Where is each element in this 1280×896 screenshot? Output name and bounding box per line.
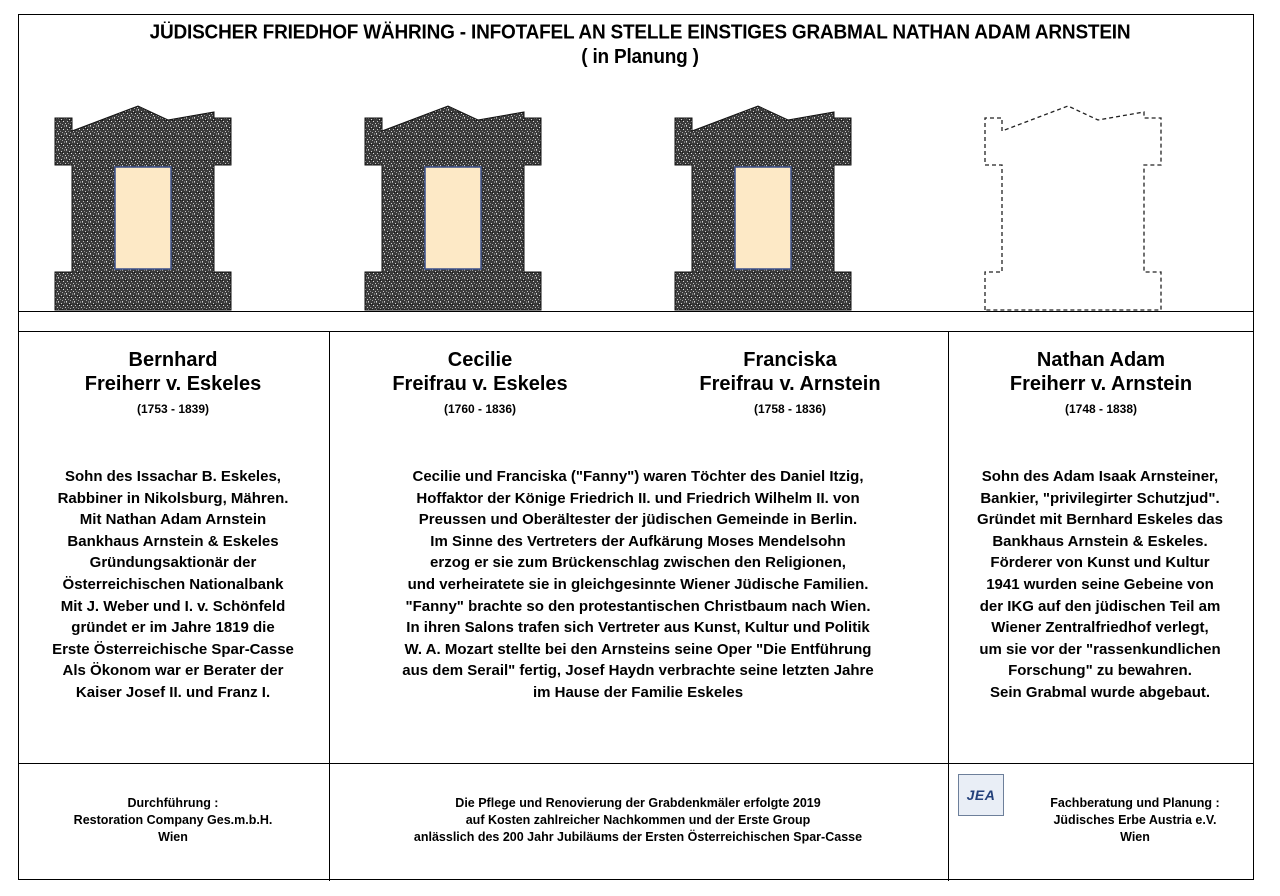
person-name-first: Franciska	[743, 349, 837, 371]
person-name-title: Freiherr v. Arnstein	[1009, 373, 1193, 395]
bio-line: Rabbiner in Nikolsburg, Mähren.	[57, 489, 289, 507]
person-name-first: Cecilie	[447, 349, 513, 371]
tombstone-bernhard	[55, 106, 231, 310]
person-dates: (1753 - 1839)	[136, 402, 210, 416]
tombstone-cecilie	[365, 106, 541, 310]
footer-line: Fachberatung und Planung :	[1050, 796, 1220, 810]
bio-line: gründet er im Jahre 1819 die	[71, 619, 275, 637]
bio-line: "Fanny" brachte so den protestantischen Christbaum nach Wien.	[405, 597, 871, 615]
bio-line: Bankhaus Arnstein & Eskeles.	[992, 532, 1208, 550]
footer-line: Jüdisches Erbe Austria e.V.	[1053, 813, 1217, 827]
bio-line: Wiener Zentralfriedhof verlegt,	[991, 619, 1209, 637]
bio-line: Österreichischen Nationalbank	[62, 575, 284, 593]
footer-line: Die Pflege und Renovierung der Grabdenkmäler erfolgte 2019	[455, 796, 821, 810]
footer-execution	[20, 795, 326, 846]
bio-line: Forschung" zu bewahren.	[1008, 662, 1192, 680]
tombstones-illustration	[18, 14, 1254, 314]
bio-line: im Hause der Familie Eskeles	[532, 683, 744, 701]
bio-line: der IKG auf den jüdischen Teil am	[979, 597, 1221, 615]
footer-line: Restoration Company Ges.m.b.H.	[73, 813, 273, 827]
footer-renovation-note	[330, 795, 946, 846]
tombstone-franciska	[675, 106, 851, 310]
title-line-1: JÜDISCHER FRIEDHOF WÄHRING - INFOTAFEL AN STELLE EINSTIGES GRABMAL NATHAN ADAM ARNSTEIN	[149, 21, 1131, 44]
bio-nathan	[949, 466, 1251, 704]
bio-line: Förderer von Kunst und Kultur	[990, 554, 1210, 572]
bio-line: um sie vor der "rassenkundlichen	[979, 640, 1221, 658]
person-name-first: Bernhard	[128, 349, 218, 371]
bio-line: 1941 wurden seine Gebeine von	[986, 575, 1214, 593]
bio-line: Erste Österreichische Spar-Casse	[52, 640, 294, 658]
plaque-bernhard	[115, 167, 171, 269]
bio-line: Mit Nathan Adam Arnstein	[79, 511, 267, 529]
bio-line: Gründet mit Bernhard Eskeles das	[977, 511, 1223, 529]
person-name-title: Freiherr v. Eskeles	[84, 373, 262, 395]
plaque-franciska	[735, 167, 791, 269]
person-cecilie	[330, 348, 630, 416]
bio-line: Sohn des Issachar B. Eskeles,	[65, 468, 281, 485]
footer-line: Wien	[1120, 830, 1150, 844]
person-nathan	[948, 348, 1254, 416]
footer-line: Wien	[158, 830, 188, 844]
bio-line: Bankier, "privilegirter Schutzjud".	[980, 489, 1220, 507]
bio-cecilie-franciska	[330, 466, 946, 704]
bio-line: Hoffaktor der Könige Friedrich II. und Friedrich Wilhelm II. von	[416, 489, 860, 507]
bio-line: W. A. Mozart stellte bei den Arnsteins seine Oper "Die Entführung	[404, 640, 872, 658]
person-name-title: Freifrau v. Arnstein	[699, 373, 881, 395]
footer-line: anlässlich des 200 Jahr Jubiläums der Ersten Österreichischen Spar-Casse	[413, 830, 863, 844]
footer-line: Durchführung :	[127, 796, 219, 810]
bio-line: Im Sinne des Vertreters der Aufkärung Moses Mendelsohn	[430, 532, 846, 550]
bio-line: Sohn des Adam Isaak Arnsteiner,	[981, 468, 1219, 485]
bio-line: Gründungsaktionär der	[89, 554, 257, 572]
footer-line: auf Kosten zahlreicher Nachkommen und der Erste Group	[465, 813, 811, 827]
divider-above-text	[19, 331, 1253, 332]
plaque-cecilie	[425, 167, 481, 269]
person-bernhard	[18, 348, 328, 416]
bio-line: Kaiser Josef II. und Franz I.	[75, 683, 271, 701]
bio-line: erzog er sie zum Brückenschlag zwischen den Religionen,	[430, 554, 846, 572]
bio-line: und verheiratete sie in gleichgesinnte Wiener Jüdische Familien.	[407, 575, 869, 593]
jea-logo: JEA	[958, 774, 1004, 816]
person-franciska	[640, 348, 940, 416]
bio-line: Cecilie und Franciska ("Fanny") waren Töchter des Daniel Itzig,	[412, 468, 864, 485]
footer-consulting	[1020, 795, 1250, 846]
bio-line: aus dem Serail" fertig, Josef Haydn verbrachte seine letzten Jahre	[402, 662, 874, 680]
bio-line: Mit J. Weber und I. v. Schönfeld	[60, 597, 286, 615]
bio-line: Bankhaus Arnstein & Eskeles	[67, 532, 279, 550]
person-name-first: Nathan Adam	[1036, 349, 1166, 371]
person-dates: (1748 - 1838)	[1064, 402, 1138, 416]
person-dates: (1758 - 1836)	[753, 402, 827, 416]
bio-line: In ihren Salons trafen sich Vertreter aus Kunst, Kultur und Politik	[406, 619, 870, 637]
person-dates: (1760 - 1836)	[443, 402, 517, 416]
title-line-2: ( in Planung )	[581, 46, 699, 69]
person-name-title: Freifrau v. Eskeles	[392, 373, 568, 395]
divider-above-footer	[19, 763, 1253, 764]
bio-line: Als Ökonom war er Berater der	[62, 662, 284, 680]
tombstone-nathan-planned-outline	[985, 106, 1161, 310]
bio-bernhard	[20, 466, 326, 704]
bio-line: Preussen und Oberältester der jüdischen Gemeinde in Berlin.	[418, 511, 858, 529]
bio-line: Sein Grabmal wurde abgebaut.	[989, 683, 1211, 701]
